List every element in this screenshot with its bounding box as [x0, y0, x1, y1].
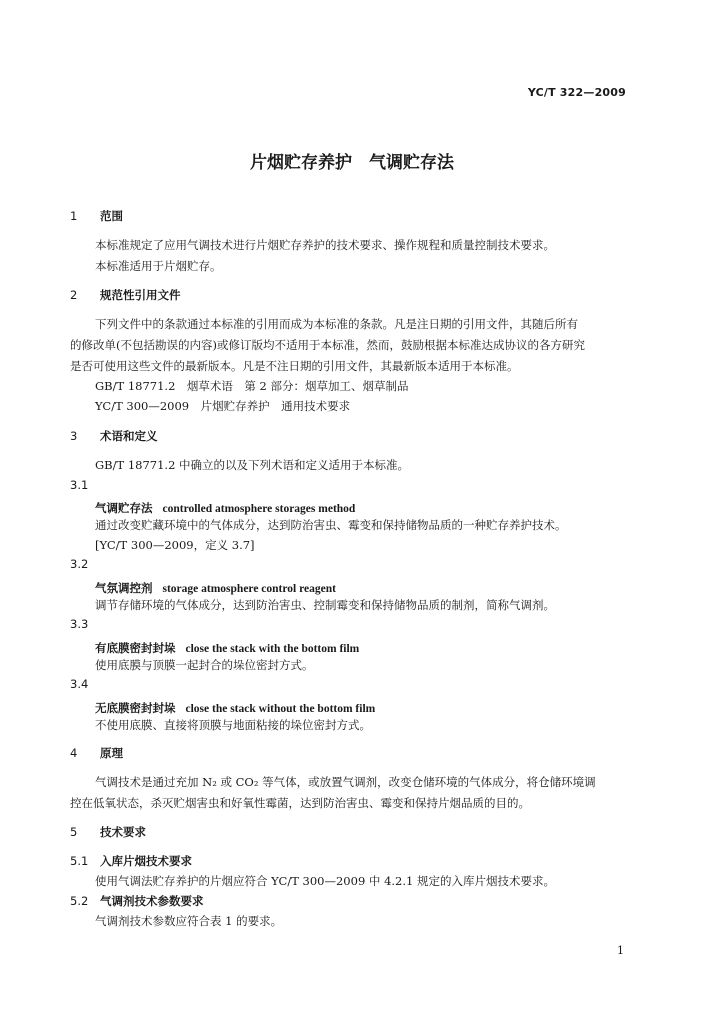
- paragraph-line: 的修改单(不包括勘误的内容)或修订版均不适用于本标准，然而，鼓励根据本标准达成协议的各方研究: [70, 338, 585, 352]
- term-definition: 调节存储环境的气体成分，达到防治害虫、控制霉变和保持储物品质的制剂，简称气调剂。: [95, 598, 555, 612]
- term-number: 3.4: [70, 677, 89, 691]
- term-chinese: 有底膜密封封垛: [95, 641, 176, 655]
- paragraph: 使用气调法贮存养护的片烟应符合 YC/T 300—2009 中 4.2.1 规定的入库片烟技术要求。: [95, 874, 555, 888]
- subsection-title: 气调剂技术参数要求: [100, 894, 204, 908]
- term-number: 3.1: [70, 478, 89, 492]
- paragraph: 本标准规定了应用气调技术进行片烟贮存养护的技术要求、操作规程和质量控制技术要求。: [95, 238, 555, 252]
- section-number: 2: [70, 288, 78, 302]
- term-english: close the stack with the bottom film: [185, 643, 360, 655]
- section-2-heading: [70, 287, 181, 303]
- subsection-5-1-heading: [70, 853, 192, 869]
- subsection-5-2-heading: [70, 893, 204, 909]
- section-number: 1: [70, 209, 78, 223]
- term-heading: [95, 497, 355, 516]
- section-number: 3: [70, 429, 78, 443]
- subsection-title: 入库片烟技术要求: [100, 854, 192, 868]
- term-english: controlled atmosphere storages method: [162, 503, 356, 515]
- section-title: 原理: [100, 746, 123, 760]
- section-3-heading: [70, 428, 158, 444]
- term-heading: [95, 577, 336, 596]
- normative-reference: YC/T 300—2009 片烟贮存养护 通用技术要求: [95, 399, 351, 413]
- term-source: [YC/T 300—2009，定义 3.7]: [95, 538, 255, 552]
- paragraph: GB/T 18771.2 中确立的以及下列术语和定义适用于本标准。: [95, 458, 410, 472]
- term-heading: [95, 697, 375, 716]
- term-chinese: 气氛调控剂: [95, 581, 153, 595]
- paragraph: 本标准适用于片烟贮存。: [95, 259, 222, 273]
- section-title: 范围: [100, 209, 123, 223]
- paragraph-line: 下列文件中的条款通过本标准的引用而成为本标准的条款。凡是注日期的引用文件，其随后所有: [95, 317, 578, 331]
- term-chinese: 无底膜密封封垛: [95, 701, 176, 715]
- paragraph: 气调剂技术参数应符合表 1 的要求。: [95, 914, 283, 928]
- normative-reference: GB/T 18771.2 烟草术语 第 2 部分：烟草加工、烟草制品: [95, 379, 409, 393]
- document-title: 片烟贮存养护 气调贮存法: [250, 153, 454, 173]
- section-number: 4: [70, 746, 78, 760]
- paragraph-line: 控在低氧状态，杀灭贮烟害虫和好氧性霉菌，达到防治害虫、霉变和保持片烟品质的目的。: [70, 796, 530, 810]
- term-definition: 不使用底膜、直接将顶膜与地面粘接的垛位密封方式。: [95, 718, 371, 732]
- section-5-heading: [70, 824, 146, 840]
- term-chinese: 气调贮存法: [95, 501, 153, 515]
- section-1-heading: [70, 208, 123, 224]
- standard-code-header: YC/T 322—2009: [527, 86, 626, 99]
- term-definition: 使用底膜与顶膜一起封合的垛位密封方式。: [95, 658, 314, 672]
- term-number: 3.2: [70, 557, 89, 571]
- subsection-number: 5.1: [70, 854, 89, 868]
- term-heading: [95, 637, 359, 656]
- paragraph-line: 气调技术是通过充加 N₂ 或 CO₂ 等气体，或放置气调剂，改变仓储环境的气体成分，将仓储环境调: [95, 775, 596, 789]
- section-number: 5: [70, 825, 78, 839]
- section-title: 术语和定义: [100, 429, 158, 443]
- subsection-number: 5.2: [70, 894, 89, 908]
- paragraph-line: 是否可使用这些文件的最新版本。凡是不注日期的引用文件，其最新版本适用于本标准。: [70, 359, 519, 373]
- term-english: close the stack without the bottom film: [185, 703, 376, 715]
- term-number: 3.3: [70, 617, 89, 631]
- page-number: 1: [617, 944, 624, 957]
- term-english: storage atmosphere control reagent: [162, 583, 336, 595]
- section-title: 规范性引用文件: [100, 288, 181, 302]
- section-title: 技术要求: [100, 825, 146, 839]
- term-definition: 通过改变贮藏环境中的气体成分，达到防治害虫、霉变和保持储物品质的一种贮存养护技术。: [95, 518, 567, 532]
- section-4-heading: [70, 745, 123, 761]
